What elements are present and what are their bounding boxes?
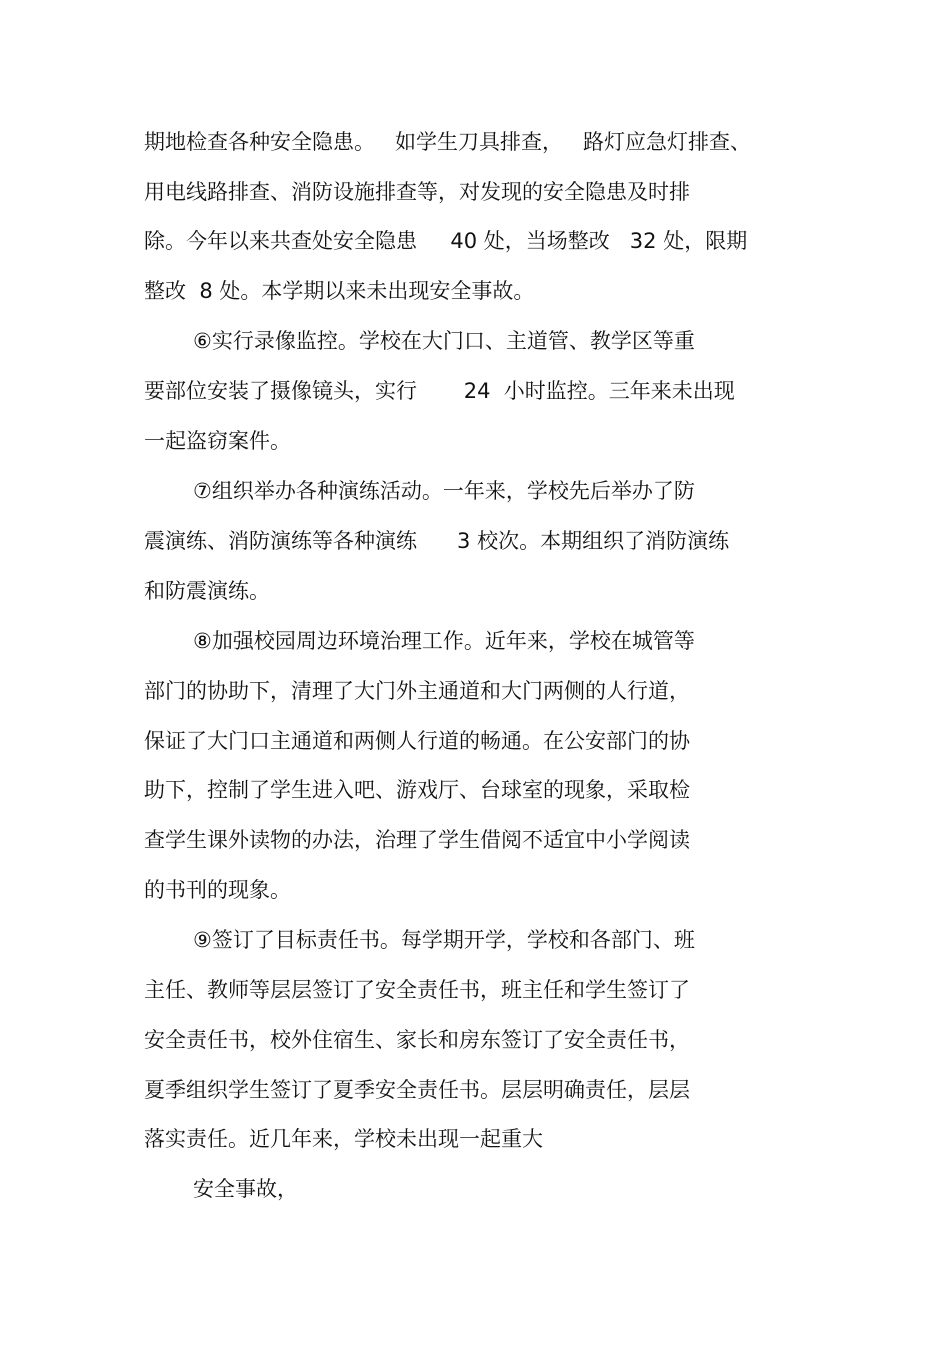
text-line: 助下，控制了学生进入吧、游戏厅、台球室的现象，采取检 xyxy=(144,778,690,802)
text-line: 一起盗窃案件。 xyxy=(144,429,291,453)
text-line: 整改 8 处。本学期以来未出现安全事故。 xyxy=(144,279,535,303)
text-line: 期地检查各种安全隐患。 如学生刀具排查， 路灯应急灯排查、 xyxy=(144,130,752,154)
paragraph-start-line: ⑥实行录像监控。学校在大门口、主道管、教学区等重 xyxy=(193,329,695,353)
paragraph-start-line: 安全事故， xyxy=(193,1177,298,1201)
paragraph-start-line: ⑨签订了目标责任书。每学期开学，学校和各部门、班 xyxy=(193,928,695,952)
text-line: 查学生课外读物的办法，治理了学生借阅不适宜中小学阅读 xyxy=(144,828,690,852)
text-line: 部门的协助下，清理了大门外主通道和大门两侧的人行道， xyxy=(144,679,690,703)
text-line: 的书刊的现象。 xyxy=(144,878,291,902)
text-line: 除。今年以来共查处安全隐患 40 处，当场整改 32 处，限期 xyxy=(144,229,748,253)
text-line: 落实责任。近几年来，学校未出现一起重大 xyxy=(144,1127,543,1151)
paragraph-start-line: ⑧加强校园周边环境治理工作。近年来，学校在城管等 xyxy=(193,629,695,653)
text-line: 安全责任书，校外住宿生、家长和房东签订了安全责任书， xyxy=(144,1028,690,1052)
text-line: 夏季组织学生签订了夏季安全责任书。层层明确责任，层层 xyxy=(144,1078,690,1102)
text-line: 震演练、消防演练等各种演练 3 校次。本期组织了消防演练 xyxy=(144,529,730,553)
paragraph-start-line: ⑦组织举办各种演练活动。一年来，学校先后举办了防 xyxy=(193,479,695,503)
text-line: 保证了大门口主通道和两侧人行道的畅通。在公安部门的协 xyxy=(144,729,690,753)
text-line: 主任、教师等层层签订了安全责任书，班主任和学生签订了 xyxy=(144,978,690,1002)
text-line: 用电线路排查、消防设施排查等，对发现的安全隐患及时排 xyxy=(144,180,690,204)
text-line: 和防震演练。 xyxy=(144,579,270,603)
text-line: 要部位安装了摄像镜头，实行 24 小时监控。三年来未出现 xyxy=(144,379,735,403)
